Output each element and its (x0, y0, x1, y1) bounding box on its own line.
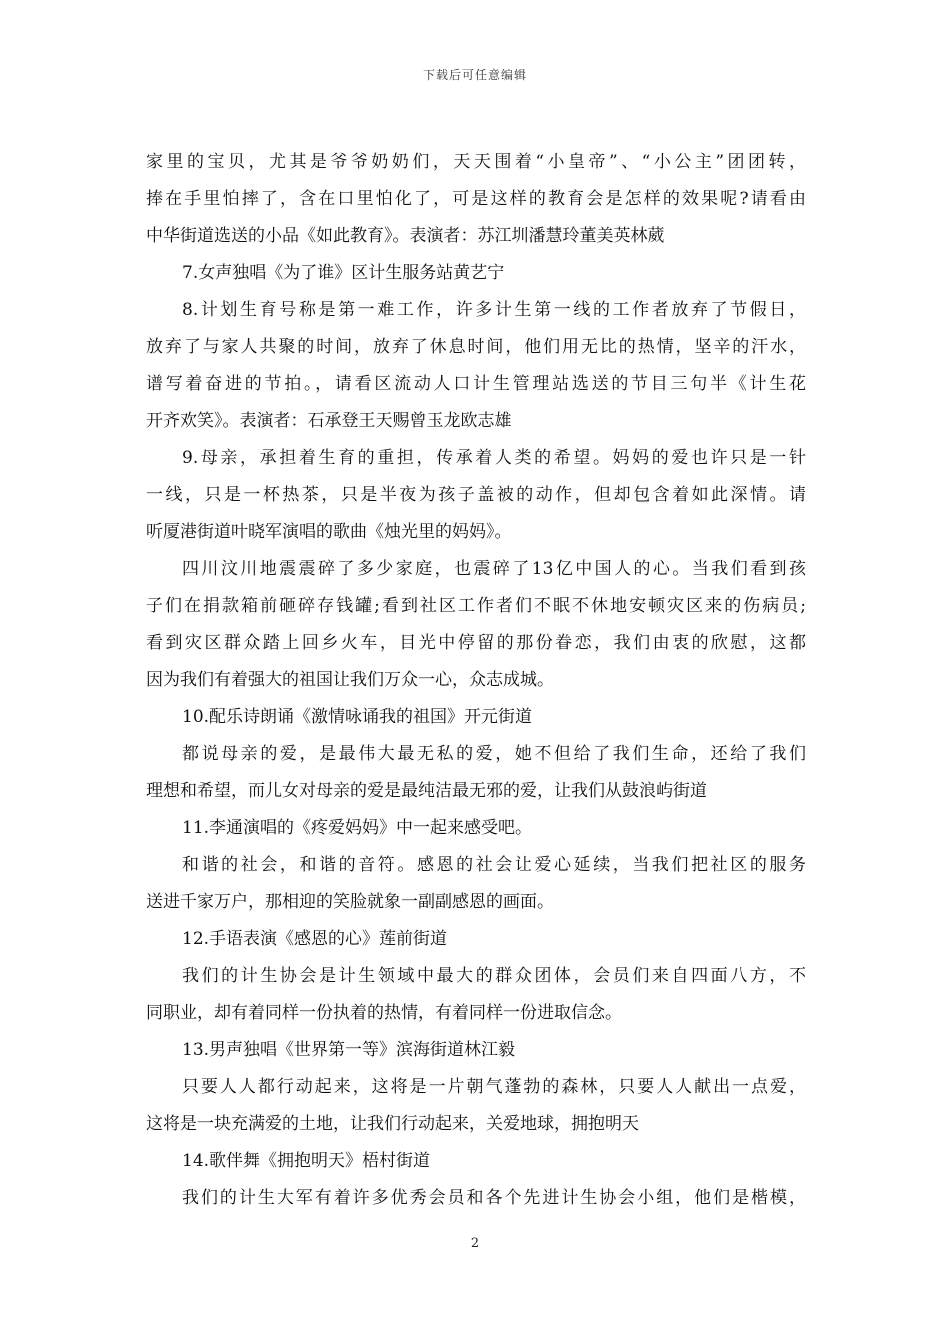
text-line: 放弃了与家人共聚的时间，放弃了休息时间，他们用无比的热情，坚辛的汗水， (146, 337, 806, 357)
text-line: 子们在捐款箱前砸碎存钱罐;看到社区工作者们不眠不休地安顿灾区来的伤病员; (146, 596, 806, 616)
text-line: 听厦港街道叶晓军演唱的歌曲《烛光里的妈妈》。 (146, 522, 512, 542)
text-line: 因为我们有着强大的祖国让我们万众一心，众志成城。 (146, 670, 554, 690)
text-line: 开齐欢笑》。表演者：石承登王天赐曾玉龙欧志雄 (146, 411, 512, 431)
text-line: 送进千家万户，那相迎的笑脸就象一副副感恩的画面。 (146, 892, 554, 912)
text-line: 14.歌伴舞《拥抱明天》梧村街道 (182, 1151, 431, 1171)
text-line: 11.李通演唱的《疼爱妈妈》中一起来感受吧。 (182, 818, 533, 838)
page-number: 2 (470, 1236, 480, 1251)
text-line: 理想和希望，而儿女对母亲的爱是最纯洁最无邪的爱，让我们从鼓浪屿街道 (146, 781, 707, 801)
text-line: 我们的计生协会是计生领域中最大的群众团体，会员们来自四面八方，不 (182, 966, 806, 986)
document-body (146, 144, 806, 1217)
text-line: 我们的计生大军有着许多优秀会员和各个先进计生协会小组，他们是楷模， (182, 1188, 806, 1208)
text-line: 7.女声独唱《为了谁》区计生服务站黄艺宁 (182, 263, 505, 283)
text-line: 8.计划生育号称是第一难工作，许多计生第一线的工作者放弃了节假日， (182, 300, 806, 320)
text-line: 12.手语表演《感恩的心》莲前街道 (182, 929, 448, 949)
text-line: 这将是一块充满爱的土地，让我们行动起来，关爱地球，拥抱明天 (146, 1114, 639, 1134)
text-line: 四川汶川地震震碎了多少家庭，也震碎了13亿中国人的心。当我们看到孩 (182, 559, 806, 579)
text-line: 9.母亲，承担着生育的重担，传承着人类的希望。妈妈的爱也许只是一针 (182, 448, 806, 468)
text-line: 捧在手里怕摔了，含在口里怕化了，可是这样的教育会是怎样的效果呢?请看由 (146, 189, 806, 209)
text-line: 中华街道选送的小品《如此教育》。表演者：苏江圳潘慧玲董美英林葳 (146, 226, 665, 246)
text-line: 10.配乐诗朗诵《激情咏诵我的祖国》开元街道 (182, 707, 533, 727)
text-line: 13.男声独唱《世界第一等》滨海街道林江毅 (182, 1040, 516, 1060)
text-line: 同职业，却有着同样一份执着的热情，有着同样一份进取信念。 (146, 1003, 622, 1023)
text-line: 家里的宝贝，尤其是爷爷奶奶们，天天围着“小皇帝”、“小公主”团团转， (146, 152, 806, 172)
text-line: 一线，只是一杯热茶，只是半夜为孩子盖被的动作，但却包含着如此深情。请 (146, 485, 806, 505)
text-line: 都说母亲的爱，是最伟大最无私的爱，她不但给了我们生命，还给了我们 (182, 744, 806, 764)
page-header: 下载后可任意编辑 (422, 68, 527, 82)
text-line: 只要人人都行动起来，这将是一片朝气蓬勃的森林，只要人人献出一点爱， (182, 1077, 806, 1097)
text-line: 和谐的社会，和谐的音符。感恩的社会让爱心延续，当我们把社区的服务 (182, 855, 806, 875)
text-line: 看到灾区群众踏上回乡火车，目光中停留的那份眷恋，我们由衷的欣慰，这都 (146, 633, 806, 653)
text-line: 谱写着奋进的节拍。，请看区流动人口计生管理站选送的节目三句半《计生花 (146, 374, 806, 394)
